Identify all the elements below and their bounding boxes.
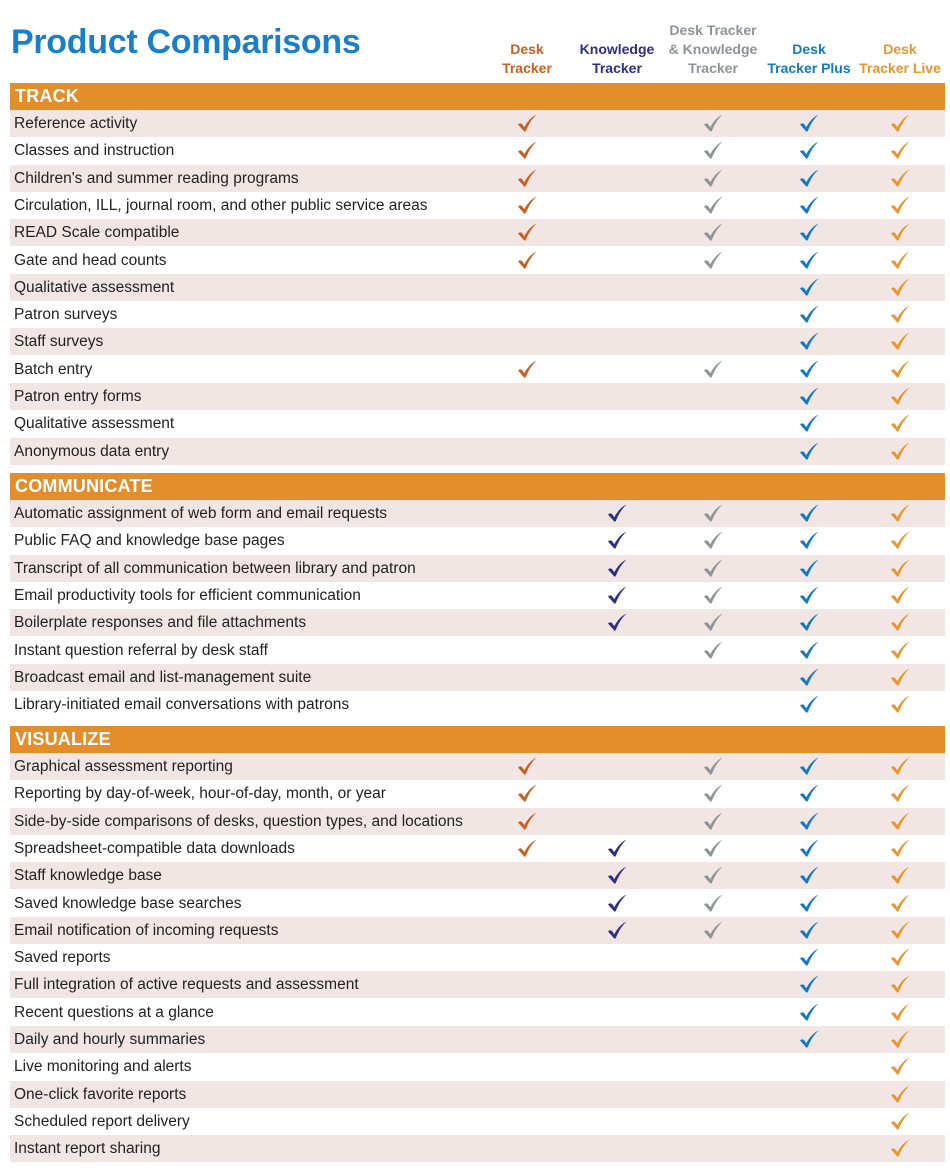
feature-row [10,582,945,609]
feature-label: Daily and hourly summaries [14,1031,206,1048]
checkmark-icon [798,503,820,523]
checkmark-icon [889,667,911,687]
checkmark-icon [889,1111,911,1131]
feature-row [10,1026,945,1053]
feature-label: Anonymous data entry [14,442,170,460]
feature-row [10,137,945,164]
feature-label: Patron surveys [14,306,118,324]
feature-label: Boilerplate responses and file attachments [14,614,307,632]
checkmark-icon [798,113,820,133]
checkmark-icon [889,113,911,133]
section-header-visualize: VISUALIZE [10,726,945,753]
checkmark-icon [516,222,538,242]
checkmark-icon [702,359,724,379]
feature-row [10,383,945,410]
checkmark-icon [889,865,911,885]
checkmark-icon [889,783,911,803]
checkmark-icon [798,195,820,215]
checkmark-icon [702,893,724,913]
checkmark-icon [798,640,820,660]
feature-label: Live monitoring and alerts [14,1058,192,1076]
feature-label: Spreadsheet-compatible data downloads [14,839,295,857]
checkmark-icon [798,168,820,188]
feature-label: Staff knowledge base [14,867,162,885]
feature-label: Patron entry forms [14,388,142,405]
checkmark-icon [889,1029,911,1049]
checkmark-icon [606,558,628,578]
product-header-label: Knowledge Tracker [579,41,655,76]
checkmark-icon [889,304,911,324]
feature-row [10,808,945,835]
feature-label: Staff surveys [14,333,104,351]
checkmark-icon [798,277,820,297]
feature-label: Circulation, ILL, journal room, and other public service areas [14,196,428,214]
checkmark-icon [798,612,820,632]
checkmark-icon [798,756,820,776]
checkmark-icon [889,838,911,858]
feature-label: Instant report sharing [14,1140,161,1158]
feature-label: Gate and head counts [14,251,167,269]
checkmark-icon [889,386,911,406]
checkmark-icon [798,783,820,803]
product-header-1 [568,18,666,78]
feature-label: Qualitative assessment [14,278,175,296]
checkmark-icon [889,1138,911,1158]
checkmark-icon [516,838,538,858]
checkmark-icon [606,530,628,550]
checkmark-icon [798,250,820,270]
page-title: Product Comparisons [11,23,361,61]
checkmark-icon [606,612,628,632]
feature-label: Instant question referral by desk staff [14,641,268,659]
feature-row [10,274,945,301]
checkmark-icon [798,865,820,885]
checkmark-icon [889,140,911,160]
checkmark-icon [798,811,820,831]
checkmark-icon [606,585,628,605]
checkmark-icon [702,222,724,242]
checkmark-icon [798,386,820,406]
checkmark-icon [606,503,628,523]
feature-row [10,890,945,917]
feature-label: Email notification of incoming requests [14,921,279,939]
checkmark-icon [889,694,911,714]
checkmark-icon [889,640,911,660]
checkmark-icon [798,585,820,605]
checkmark-icon [889,558,911,578]
checkmark-icon [889,756,911,776]
checkmark-icon [798,359,820,379]
feature-row [10,835,945,862]
checkmark-icon [606,893,628,913]
checkmark-icon [889,195,911,215]
checkmark-icon [798,441,820,461]
checkmark-icon [798,1002,820,1022]
checkmark-icon [702,503,724,523]
feature-row [10,753,945,780]
checkmark-icon [702,838,724,858]
feature-row [10,664,945,691]
feature-row [10,609,945,636]
checkmark-icon [798,331,820,351]
checkmark-icon [889,168,911,188]
checkmark-icon [606,920,628,940]
product-header-2 [664,18,762,78]
feature-row [10,527,945,554]
checkmark-icon [606,865,628,885]
checkmark-icon [516,811,538,831]
feature-label: Saved reports [14,949,111,967]
feature-row [10,110,945,137]
feature-label: Full integration of active requests and assessment [14,976,359,994]
feature-label: Saved knowledge base searches [14,894,242,912]
checkmark-icon [702,113,724,133]
checkmark-icon [798,667,820,687]
feature-label: Email productivity tools for efficient communication [14,586,361,604]
feature-row [10,301,945,328]
feature-label: Broadcast email and list-management suite [14,668,312,686]
checkmark-icon [798,413,820,433]
feature-label: One-click favorite reports [14,1085,187,1103]
checkmark-icon [798,694,820,714]
feature-row [10,917,945,944]
product-header-label: Desk Tracker & Knowledge Tracker [668,22,758,76]
feature-label: Children's and summer reading programs [14,169,299,187]
checkmark-icon [889,1002,911,1022]
feature-label: Recent questions at a glance [14,1003,214,1021]
feature-row [10,438,945,465]
checkmark-icon [889,331,911,351]
checkmark-icon [702,140,724,160]
checkmark-icon [889,947,911,967]
checkmark-icon [889,920,911,940]
checkmark-icon [889,503,911,523]
checkmark-icon [889,359,911,379]
checkmark-icon [702,783,724,803]
checkmark-icon [516,113,538,133]
checkmark-icon [702,558,724,578]
product-header-4 [851,18,949,78]
checkmark-icon [702,640,724,660]
checkmark-icon [798,974,820,994]
feature-row [10,555,945,582]
checkmark-icon [889,250,911,270]
feature-row [10,247,945,274]
checkmark-icon [889,222,911,242]
checkmark-icon [798,222,820,242]
feature-row [10,971,945,998]
feature-label: Reporting by day-of-week, hour-of-day, month, or year [14,785,386,803]
checkmark-icon [516,783,538,803]
checkmark-icon [702,865,724,885]
product-header-3 [760,18,858,78]
checkmark-icon [516,168,538,188]
feature-row [10,637,945,664]
product-header-label: Desk Tracker [502,41,552,76]
product-header-label: Desk Tracker Plus [767,41,851,76]
feature-row [10,1053,945,1080]
feature-row [10,410,945,437]
checkmark-icon [516,359,538,379]
feature-label: Library-initiated email conversations with patrons [14,696,350,714]
checkmark-icon [889,1084,911,1104]
feature-label: Side-by-side comparisons of desks, question types, and locations [14,812,463,830]
checkmark-icon [798,304,820,324]
section-header-track: TRACK [10,83,945,110]
checkmark-icon [798,893,820,913]
checkmark-icon [889,413,911,433]
feature-row [10,1081,945,1108]
checkmark-icon [702,811,724,831]
feature-label: Batch entry [14,360,93,378]
feature-row [10,219,945,246]
feature-label: READ Scale compatible [14,224,180,242]
feature-row [10,691,945,718]
feature-label: Classes and instruction [14,142,175,160]
checkmark-icon [702,168,724,188]
checkmark-icon [702,195,724,215]
checkmark-icon [702,250,724,270]
feature-label: Scheduled report delivery [14,1112,190,1130]
checkmark-icon [889,974,911,994]
feature-label: Qualitative assessment [14,415,175,433]
feature-row [10,500,945,527]
checkmark-icon [889,1056,911,1076]
checkmark-icon [702,920,724,940]
feature-label: Public FAQ and knowledge base pages [14,532,285,550]
checkmark-icon [889,277,911,297]
checkmark-icon [798,947,820,967]
feature-row [10,944,945,971]
checkmark-icon [798,920,820,940]
feature-row [10,780,945,807]
checkmark-icon [798,140,820,160]
feature-row [10,192,945,219]
checkmark-icon [889,893,911,913]
section-header-communicate: COMMUNICATE [10,473,945,500]
feature-label: Graphical assessment reporting [14,758,233,775]
feature-label: Reference activity [14,115,138,132]
checkmark-icon [889,811,911,831]
checkmark-icon [889,585,911,605]
checkmark-icon [702,756,724,776]
checkmark-icon [798,838,820,858]
checkmark-icon [516,250,538,270]
checkmark-icon [889,530,911,550]
checkmark-icon [889,441,911,461]
checkmark-icon [606,838,628,858]
product-header-label: Desk Tracker Live [859,41,941,76]
feature-label: Transcript of all communication between library and patron [14,559,416,577]
feature-row [10,328,945,355]
checkmark-icon [889,612,911,632]
checkmark-icon [798,558,820,578]
feature-row [10,1135,945,1162]
checkmark-icon [702,530,724,550]
feature-row [10,356,945,383]
checkmark-icon [798,530,820,550]
checkmark-icon [702,585,724,605]
product-header-0 [478,18,576,78]
feature-row [10,165,945,192]
checkmark-icon [516,140,538,160]
feature-row [10,999,945,1026]
checkmark-icon [516,195,538,215]
checkmark-icon [702,612,724,632]
feature-label: Automatic assignment of web form and email requests [14,505,388,522]
feature-row [10,1108,945,1135]
feature-row [10,862,945,889]
checkmark-icon [798,1029,820,1049]
checkmark-icon [516,756,538,776]
